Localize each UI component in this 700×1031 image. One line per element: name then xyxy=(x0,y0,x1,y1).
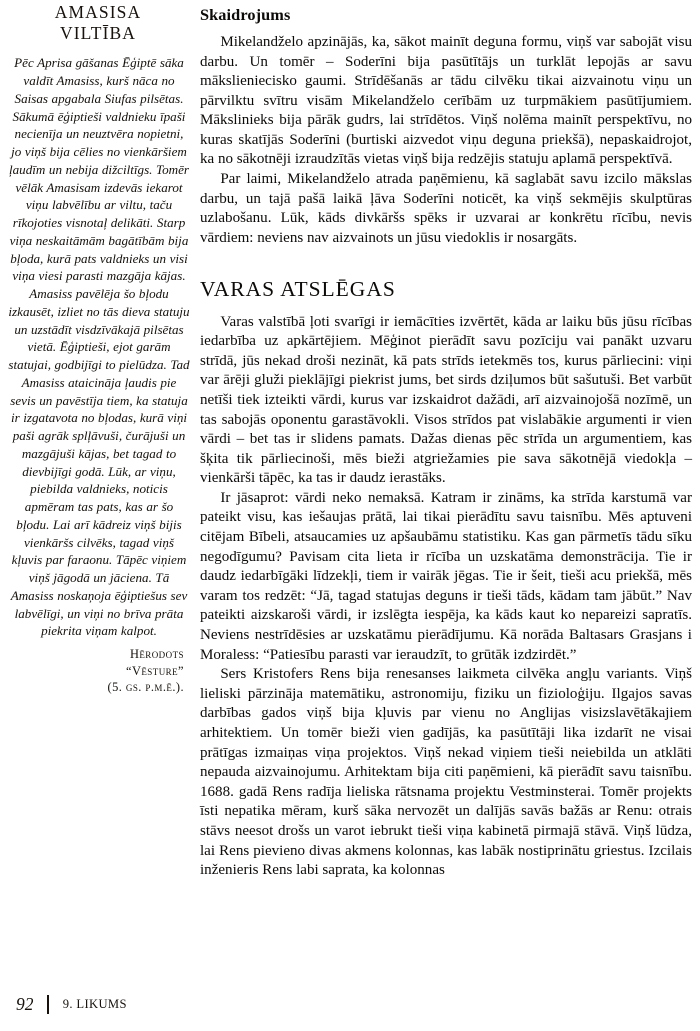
section-heading-varas-atslegas: VARAS ATSLĒGAS xyxy=(200,277,396,302)
page-number: 92 xyxy=(16,994,34,1014)
main-text-column xyxy=(200,0,692,881)
attribution-date: (5. gs. p.m.ē.). xyxy=(107,680,184,695)
page-footer xyxy=(16,994,127,1015)
attribution-author: Hērodots xyxy=(129,647,184,662)
margin-note-title-line-1: AMASISA xyxy=(54,2,142,22)
margin-note-attribution xyxy=(8,646,190,696)
subheading-skaidrojums: Skaidrojums xyxy=(200,5,291,24)
margin-note xyxy=(8,2,190,696)
margin-note-title xyxy=(8,2,190,43)
margin-note-title-line-2: VILTĪBA xyxy=(59,22,137,43)
body-paragraph-1: Mikelandželo apzinājās, ka, sākot mainīt deguna formu, viņš var sabojāt visu darbu. Un tomēr – Soderīni bija pasūtītājs un turklāt lepojās ar savu mākslieniecisko gaumi. Strīdēšanās ar tādu cilvēku tikai aizvainotu viņu un pārvilktu svītru visām Mikelandželo cerībām uz turpmākiem pasūtījumiem. Mākslinieks bija pārāk gudrs, lai strīdētos. Viņš nolēma mainīt perspektīvu, no kuras skatījās Soderīni (burtiski aizvedot viņu deguna priekšā), nepaskaidrojot, ka no sākotnēji izraudzītās vietas viņš bija redzējis statuju aplamā perspektīvā. xyxy=(200,33,692,168)
body-paragraph-5: Sers Kristofers Rens bija renesanses laikmeta cilvēka angļu variants. Viņš lieliski pārzināja matemātiku, astronomiju, fiziku un fizioloģiju. Ilgajos savas darbības gados viņš bija kļuvis par vienu no Anglijas visizslavētākajiem arhitektiem. Un tomēr bieži vien gadījās, ka pasūtītāji lika izdarīt ne visai prātīgas izmaiņas viņa projektos. Viņš nekad viņiem tieši neiebilda un atklāti nepauda aizvainojumu. Arhitektam bija citi paņēmieni, kā pierādīt savu taisnību. 1688. gadā Rens radīja lieliska rātsnama projektu Vestminsterai. Tomēr projekts īsti nepatika mēram, kurš sāka nervozēt un dalījās savās bažās ar Renu: otrais stāvs neesot drošs un varot iebrukt tieši viņa kabinetā pirmajā stāvā. Viņš lūdza, lai Rens pievieno divas akmens kolonnas, kas labāk nostiprinātu griestus. Izcilais inženieris Rens labi saprata, ka kolonnas xyxy=(200,666,692,879)
body-paragraph-3: Varas valstībā ļoti svarīgi ir iemācīties izvērtēt, kāda ar laiku būs jūsu rīcības iedarbība uz apkārtējiem. Mēģinot pierādīt savu pozīciju vai panākt uzvaru strīdā, jūs nekad droši nezināt, kā pats strīds ietekmēs tos, kurus pārliecini: viņi var ārēji gluži pieklājīgi piekrist jums, bet sirds dziļumos būt sašutuši. Bet varbūt netīši tiek izteikti vārdi, kurus var izskaidrot dažādi, arī aizvainojošā nozīmē, un tas sabojās oponentu garastāvokli. Visos strīdos pat vislabākie argumenti ir vien vārdi – bet tas ir slidens pamats. Dažas dienas pēc strīda un argumentiem, kas šķita tik pārliecinoši, mēs bieži atgriežamies pie sava sākotnējā viedokļa – vienkārši tāpēc, ka tas ir daudz ierastāks. xyxy=(200,313,692,487)
margin-note-body: Pēc Aprisa gāšanas Ēģiptē sāka valdīt Amasiss, kurš nāca no Saisas apgabala Siufas pilsētas. Sākumā ēģiptieši valdnieku īpaši necienīja un neuztvēra nopietni, jo viņš bija cēlies no vienkāršiem ļaudīm un nebija dižciltīgs. Tomēr vēlāk Amasisam izdevās iekarot viņu labvēlību ar viltu, taču rīkojoties visnotaļ delikāti. Starp viņa neskaitāmām bagātībām bija bļoda, kurā pats valdnieks un visi viņa viesi parasti mazgāja kājas. Amasiss pavēlēja šo bļodu izkausēt, izliet no tās dieva statuju un uzstādīt visdzīvākajā pilsētas vietā. Ēģiptieši, ejot garām statujai, godbijīgi to pielūdza. Tad Amasiss ataicināja ļaudis pie sevis un pavēstīja tiem, ka statuja ir izgatavota no bļodas, kurā viņi paši agrāk splļāvuši, čurājuši un mazgājuši kājas, bet tagad to dievbijīgi godā. Lūk, ar viņu, piebilda valdnieks, noticis apmēram tas pats, kas ar šo bļodu. Lai arī kādreiz viņš bijis vienkāršs cilvēks, tagad viņš kļuvis par faraonu. Tāpēc viņiem viņš jāgodā un jāciena. Tā Amasiss noskaņoja ēģiptiešus sev labvēlīgi, un viņi no brīva prāta piekrita viņam kalpot. xyxy=(8,55,190,639)
footer-divider xyxy=(47,995,48,1014)
body-paragraph-2: Par laimi, Mikelandželo atrada paņēmienu, kā saglabāt savu izcilo mākslas darbu, un tajā pašā laikā ļāva Soderīni noticēt, ka viņš sekmējis skulptūras uzlabošanu. Lūk, kāds divkāršs spēks ir uzvarai ar konkrētu rīcību, nevis vārdiem: neviens nav aizvainots un jūsu viedoklis ir nosargāts. xyxy=(200,171,692,246)
body-paragraph-4: Ir jāsaprot: vārdi neko nemaksā. Katram ir zināms, ka strīda karstumā var pateikt visu, kas iešaujas prātā, lai tikai pierādītu savu taisnību. Mēs aptuveni citējam Bībeli, atsaucamies uz apšaubāmu statistiku. Kas gan pārmetīs tādu sīku negodīgumu? Pavisam cita lieta ir rīcība un uzskatāma demonstrācija. Tie ir daudz iedarbīgāki līdzekļi, tiem ir vairāk jēgas. Tie ir šeit, tieši acu priekšā, mēs varam tos redzēt: “Jā, tagad statujas deguns ir tieši tāds, kādam tam jābūt.” Nav pateikti aizskaroši vārdi, ir izslēgta iespēja, ka kāds kaut ko nepareizi sapratīs. Neviens nestrīdēsies ar uzskatāmu pierādījumu. Kā norāda Baltasars Grasjans i Moraless: “Patiesību parasti var ieraudzīt, to grūtāk izdzirdēt.” xyxy=(200,489,692,663)
running-head: 9. LIKUMS xyxy=(62,997,127,1011)
attribution-work: “Vēsture” xyxy=(126,663,184,678)
